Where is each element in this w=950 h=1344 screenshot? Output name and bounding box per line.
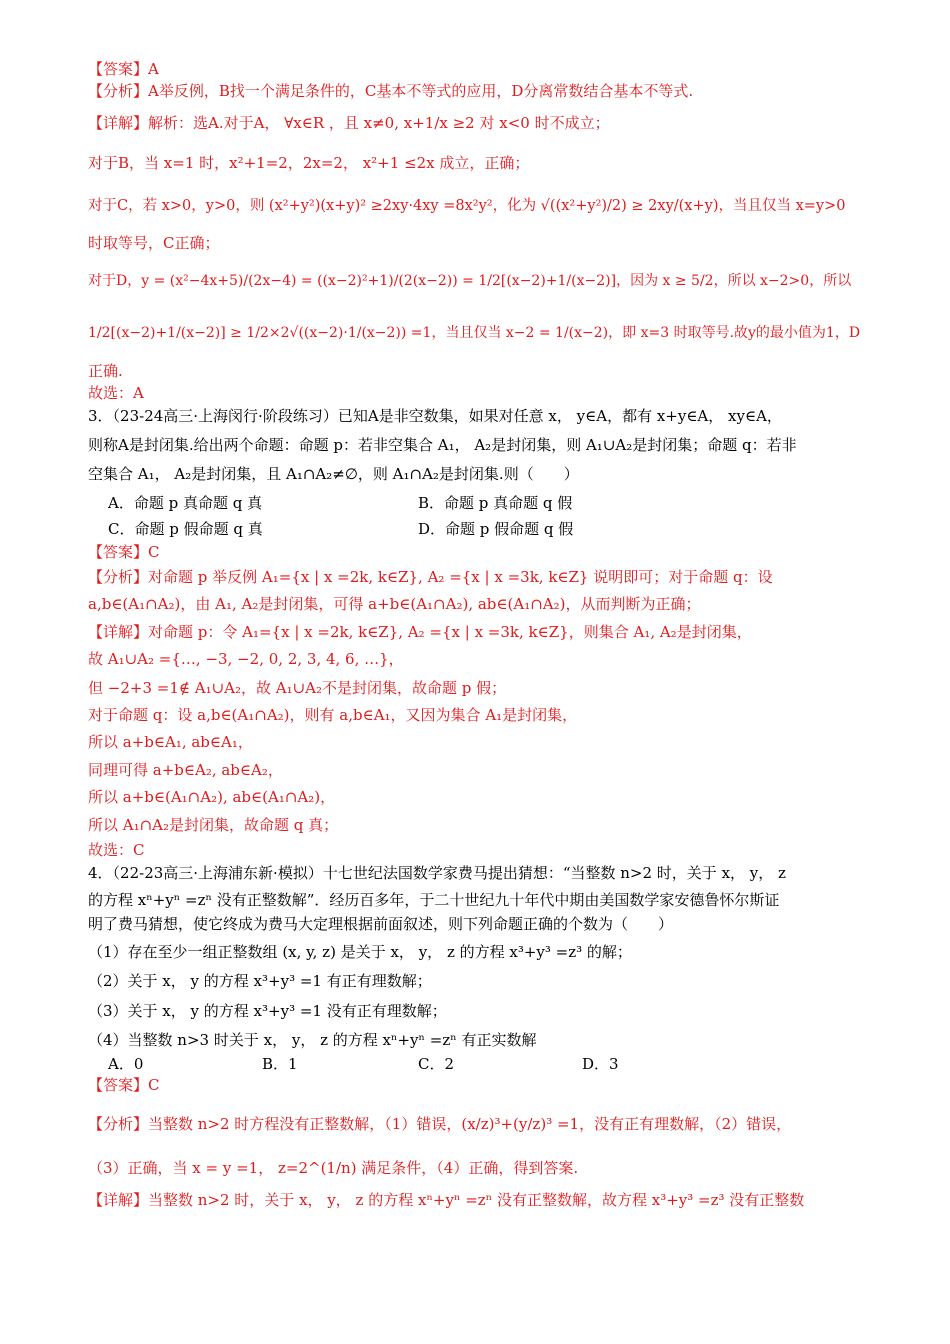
statement-item: （4）当整数 n>3 时关于 x， y， z 的方程 xⁿ+yⁿ =zⁿ 有正实数解 (88, 1031, 537, 1049)
detail-line: 对于B，当 x=1 时，x²+1=2，2x=2， x²+1 ≤2x 成立，正确； (88, 154, 530, 172)
choose-line: 故选：C (88, 841, 145, 859)
choose-line: 故选：A (88, 384, 144, 402)
answer-line: 【答案】A (88, 60, 159, 78)
answer-line: 【答案】C (88, 1076, 160, 1094)
option-b: B．命题 p 真命题 q 假 (418, 494, 573, 512)
analysis-line: a,b∈(A₁∩A₂)，由 A₁, A₂是封闭集，可得 a+b∈(A₁∩A₂), ab∈(A₁∩A₂)，从而判断为正确； (88, 595, 701, 613)
detail-line: 【详解】对命题 p：令 A₁={x | x =2k, k∈Z}, A₂ ={x | x =3k, k∈Z}，则集合 A₁, A₂是封闭集， (88, 623, 752, 641)
option-c: C．2 (418, 1055, 455, 1073)
detail-line: 时取等号，C正确； (88, 234, 220, 252)
question-stem: 空集合 A₁， A₂是封闭集，且 A₁∩A₂≠∅，则 A₁∩A₂是封闭集.则（ ） (88, 465, 579, 483)
question-stem: 4．（22-23高三·上海浦东新·模拟）十七世纪法国数学家费马提出猜想：“当整数 n>2 时，关于 x， y， z (88, 864, 786, 882)
statement-item: （3）关于 x， y 的方程 x³+y³ =1 没有正有理数解； (88, 1002, 447, 1020)
detail-line: 对于命题 q：设 a,b∈(A₁∩A₂)，则有 a,b∈A₁，又因为集合 A₁是封闭集， (88, 706, 578, 724)
question-stem: 明了费马猜想，使它终成为费马大定理根据前面叙述，则下列命题正确的个数为（ ） (88, 915, 674, 933)
detail-line: 但 −2+3 =1∉ A₁∪A₂，故 A₁∪A₂不是封闭集，故命题 p 假； (88, 679, 507, 697)
option-a: A．命题 p 真命题 q 真 (108, 494, 263, 512)
detail-line: 所以 A₁∩A₂是封闭集，故命题 q 真； (88, 816, 339, 834)
detail-line: 所以 a+b∈(A₁∩A₂), ab∈(A₁∩A₂)， (88, 788, 336, 806)
detail-line: 正确. (88, 362, 123, 380)
detail-line: 对于C，若 x>0，y>0，则 (x²+y²)(x+y)² ≥2xy·4xy =8x²y²，化为 √((x²+y²)/2) ≥ 2xy/(x+y)，当且仅当 x=y>0 (88, 198, 846, 214)
detail-line: 对于D，y = (x²−4x+5)/(2x−4) = ((x−2)²+1)/(2(x−2)) = 1/2[(x−2)+1/(x−2)]，因为 x ≥ 5/2，所以 x−2>0，所以 (88, 273, 852, 289)
analysis-line: 【分析】A举反例，B找一个满足条件的，C基本不等式的应用，D分离常数结合基本不等式. (88, 82, 694, 100)
detail-line: 同理可得 a+b∈A₂, ab∈A₂， (88, 761, 283, 779)
option-b: B．1 (262, 1055, 298, 1073)
question-stem: 的方程 xⁿ+yⁿ =zⁿ 没有正整数解”．经历百多年，于二十世纪九十年代中期由美国数学家安德鲁怀尔斯证 (88, 891, 780, 909)
option-a: A．0 (108, 1055, 144, 1073)
detail-line: 【详解】当整数 n>2 时，关于 x， y， z 的方程 xⁿ+yⁿ =zⁿ 没有正整数解，故方程 x³+y³ =z³ 没有正整数 (88, 1191, 805, 1209)
detail-line: 1/2[(x−2)+1/(x−2)] ≥ 1/2×2√((x−2)·1/(x−2)) =1，当且仅当 x−2 = 1/(x−2)，即 x=3 时取等号.故y的最小值为1，D (88, 325, 861, 341)
analysis-line: 【分析】对命题 p 举反例 A₁={x | x =2k, k∈Z}, A₂ ={x | x =3k, k∈Z} 说明即可；对于命题 q：设 (88, 568, 773, 586)
analysis-line: 【分析】当整数 n>2 时方程没有正整数解，（1）错误，(x/z)³+(y/z)³ =1，没有正有理数解，（2）错误， (88, 1115, 792, 1133)
statement-item: （2）关于 x， y 的方程 x³+y³ =1 有正有理数解； (88, 972, 432, 990)
detail-line: 【详解】解析：选A.对于A， ∀x∈R ，且 x≠0, x+1/x ≥2 对 x<0 时不成立； (88, 114, 610, 132)
detail-line: 故 A₁∪A₂ ={…, −3, −2, 0, 2, 3, 4, 6, …}， (88, 650, 404, 668)
option-c: C．命题 p 假命题 q 真 (108, 520, 263, 538)
analysis-line: （3）正确，当 x = y =1， z=2^(1/n) 满足条件，（4）正确，得到答案. (88, 1159, 579, 1177)
option-d: D．命题 p 假命题 q 假 (418, 520, 574, 538)
detail-line: 所以 a+b∈A₁, ab∈A₁， (88, 733, 253, 751)
question-stem: 3．（23-24高三·上海闵行·阶段练习）已知A是非空数集，如果对任意 x， y∈A，都有 x+y∈A， xy∈A， (88, 407, 782, 425)
answer-line: 【答案】C (88, 543, 160, 561)
option-d: D．3 (582, 1055, 619, 1073)
question-stem: 则称A是封闭集.给出两个命题：命题 p：若非空集合 A₁， A₂是封闭集，则 A₁∪A₂是封闭集；命题 q：若非 (88, 436, 797, 454)
statement-item: （1）存在至少一组正整数组 (x, y, z) 是关于 x， y， z 的方程 x³+y³ =z³ 的解； (88, 943, 632, 961)
